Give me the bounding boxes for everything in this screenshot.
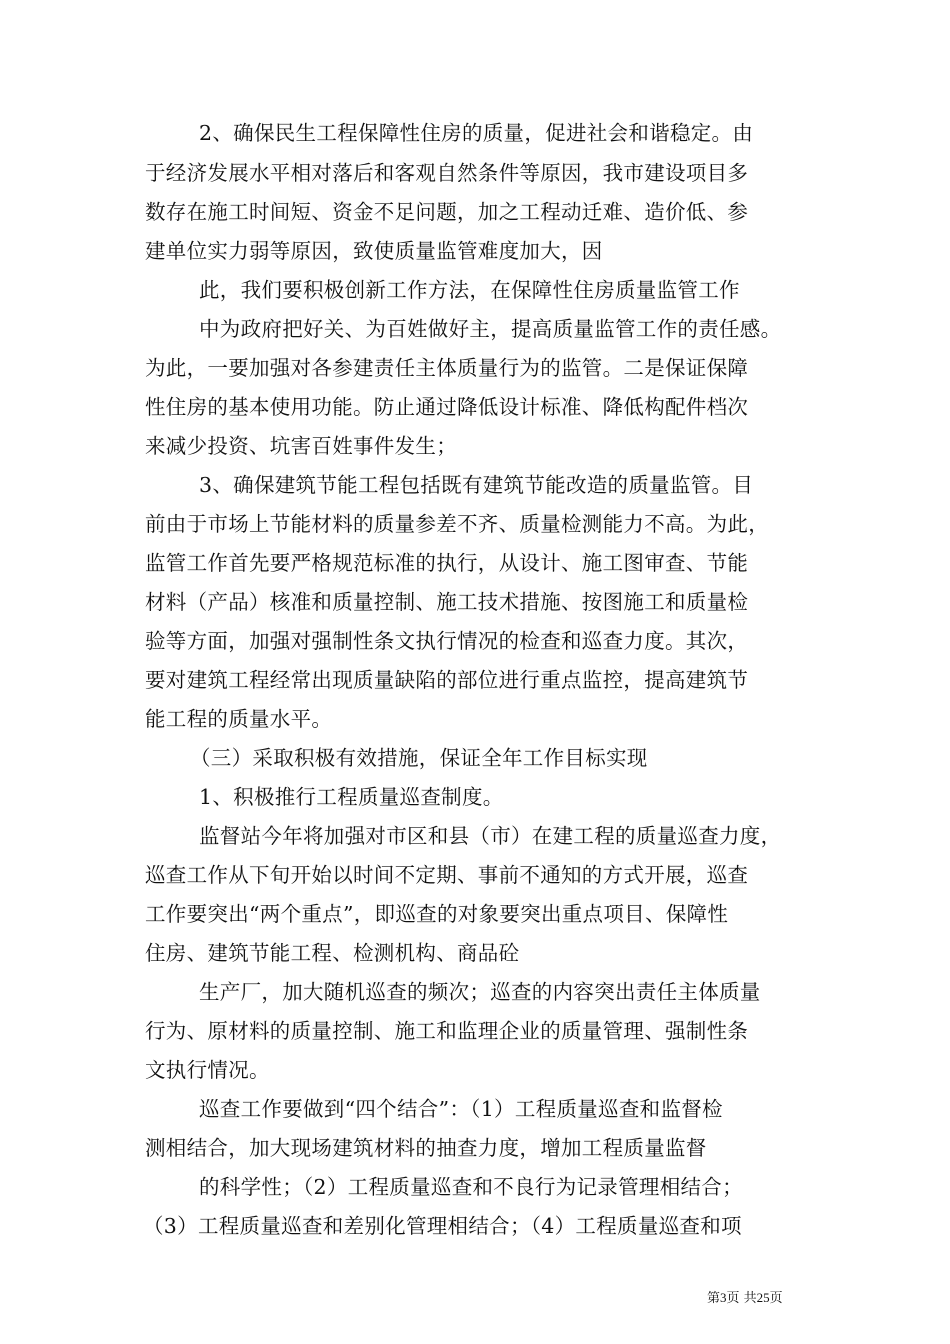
footer-prefix: 第 — [707, 1291, 721, 1306]
footer-suffix: 页 — [769, 1291, 783, 1306]
text-line: 要对建筑工程经常出现质量缺陷的部位进行重点监控，提高建筑节 — [145, 668, 749, 692]
text-line: 能工程的质量水平。 — [145, 707, 333, 731]
footer-middle: 页 共 — [726, 1291, 757, 1306]
text-line: 来减少投资、坑害百姓事件发生； — [145, 434, 457, 458]
text-line: 数存在施工时间短、资金不足问题，加之工程动迁难、造价低、参 — [145, 200, 749, 224]
text-line: 此，我们要积极创新工作方法，在保障性住房质量监管工作 — [199, 278, 740, 302]
text-line: （3）工程质量巡查和差别化管理相结合；（4）工程质量巡查和项 — [143, 1214, 742, 1238]
text-line: 材料（产品）核准和质量控制、施工技术措施、按图施工和质量检 — [145, 590, 749, 614]
text-line: 于经济发展水平相对落后和客观自然条件等原因，我市建设项目多 — [145, 161, 749, 185]
text-line: 巡查工作从下旬开始以时间不定期、事前不通知的方式开展，巡查 — [145, 863, 749, 887]
footer-page-number: 3 — [720, 1290, 727, 1305]
text-line: 3、确保建筑节能工程包括既有建筑节能改造的质量监管。目 — [199, 473, 754, 497]
text-line: 性住房的基本使用功能。防止通过降低设计标准、降低构配件档次 — [145, 395, 749, 419]
text-line: 为此，一要加强对各参建责任主体质量行为的监管。二是保证保障 — [145, 356, 749, 380]
footer-total-pages: 25 — [756, 1290, 770, 1305]
text-line: 的科学性；（2）工程质量巡查和不良行为记录管理相结合； — [199, 1175, 743, 1199]
text-line: 工作要突出“两个重点”，即巡查的对象要突出重点项目、保障性 — [145, 902, 729, 926]
page-footer — [707, 1290, 783, 1307]
text-line: 监督站今年将加强对市区和县（市）在建工程的质量巡查力度， — [199, 824, 782, 848]
text-line: 文执行情况。 — [145, 1058, 270, 1082]
text-line: 1、积极推行工程质量巡查制度。 — [199, 785, 504, 809]
section-heading: （三）采取积极有效措施，保证全年工作目标实现 — [190, 746, 648, 770]
text-line: 监管工作首先要严格规范标准的执行，从设计、施工图审查、节能 — [145, 551, 749, 575]
text-line: 建单位实力弱等原因，致使质量监管难度加大，因 — [145, 239, 603, 263]
text-line: 中为政府把好关、为百姓做好主，提高质量监管工作的责任感。 — [199, 317, 782, 341]
text-line: 前由于市场上节能材料的质量参差不齐、质量检测能力不高。为此， — [145, 512, 769, 536]
text-line: 测相结合，加大现场建筑材料的抽查力度，增加工程质量监督 — [145, 1136, 707, 1160]
text-line: 住房、建筑节能工程、检测机构、商品砼 — [145, 941, 520, 965]
text-line: 生产厂，加大随机巡查的频次；巡查的内容突出责任主体质量 — [199, 980, 761, 1004]
text-line: 2、确保民生工程保障性住房的质量，促进社会和谐稳定。由 — [199, 121, 754, 145]
text-line: 验等方面，加强对强制性条文执行情况的检查和巡查力度。其次， — [145, 629, 749, 653]
text-line: 巡查工作要做到“四个结合”：（1）工程质量巡查和监督检 — [199, 1097, 723, 1121]
text-line: 行为、原材料的质量控制、施工和监理企业的质量管理、强制性条 — [145, 1019, 749, 1043]
